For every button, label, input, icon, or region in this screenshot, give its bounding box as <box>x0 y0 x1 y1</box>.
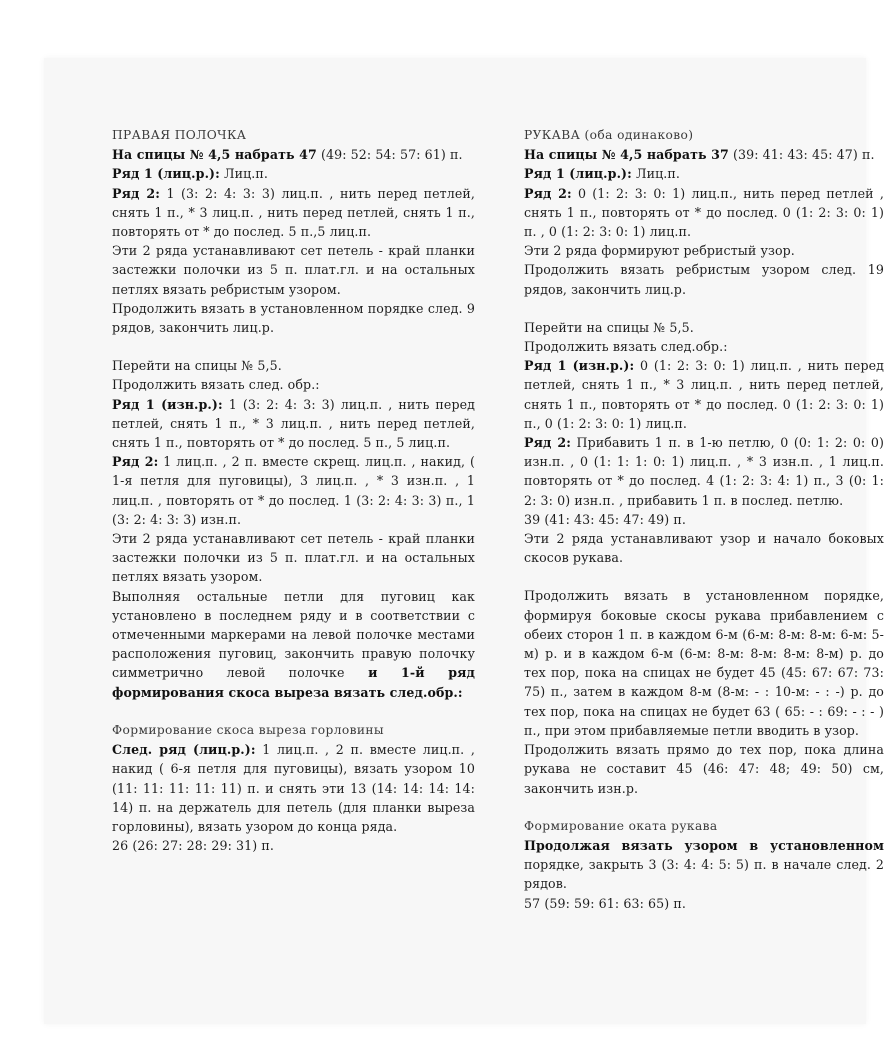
continue-paragraph: Продолжить вязать в установленном порядке след. 9 рядов, закончить лиц.р. <box>112 300 475 336</box>
stitch-count-right: 57 (59: 59: 61: 63: 65) п. <box>524 895 686 911</box>
row1-text: Лиц.п. <box>631 166 680 182</box>
document-page <box>44 58 885 1024</box>
rib-paragraph: Эти 2 ряда формируют ребристый узор. <box>524 243 795 259</box>
r1-label: Ряд 1 (изн.р.): <box>112 396 223 412</box>
needles-title: Перейти на спицы № 5,5. <box>112 358 282 374</box>
cast-on-bold: На спицы № 4,5 набрать 47 <box>112 147 317 163</box>
continue-next: Продолжить вязать след. обр.: <box>112 377 320 393</box>
row1-paragraph <box>524 164 884 183</box>
row2-label: Ряд 2: <box>112 185 160 201</box>
row2-paragraph <box>112 184 475 242</box>
continue-next: Продолжить вязать след.обр.: <box>524 339 728 355</box>
row2-text: 0 (1: 2: 3: 0: 1) лиц.п., нить перед петлей , снять 1 п., повторять от * до послед. 0 (1: 2: 3: 0: 1) п. , 0 (1: 2: 3: 0: 1) лиц.п. <box>524 185 884 240</box>
r1-paragraph <box>524 356 884 433</box>
buttons-paragraph <box>112 587 475 702</box>
next-row-paragraph <box>112 740 475 836</box>
section-title-right-front: ПРАВАЯ ПОЛОЧКА <box>112 128 247 142</box>
shaping-paragraph: Эти 2 ряда устанавливают узор и начало боковых скосов рукава. <box>524 531 884 566</box>
cast-on-paragraph <box>524 145 884 164</box>
buttons-text: Выполняя остальные петли для пуговиц как установлено в последнем ряду и в соответствии с отмеченными маркерами на левой полочке местами расположения пуговиц, закончить правую полочку симметрично левой полочке <box>112 588 475 681</box>
cast-on-rest: (49: 52: 54: 57: 61) п. <box>316 147 463 163</box>
stitch-count-left: 26 (26: 27: 28: 29: 31) п. <box>112 838 274 854</box>
cap-paragraph <box>524 836 884 894</box>
cast-on-rest: (39: 41: 43: 45: 47) п. <box>728 147 875 163</box>
next-row-label: След. ряд (лиц.р.): <box>112 742 256 758</box>
r1-label: Ряд 1 (изн.р.): <box>524 358 635 374</box>
cap-bold: Продолжая вязать узором в установленном <box>524 837 884 853</box>
row2-text: 1 (3: 2: 4: 3: 3) лиц.п. , нить перед петлей, снять 1 п., * 3 лиц.п. , нить перед петлей, снять 1 п., повторять от * до послед. 5 п.,5 лиц.п. <box>112 185 475 240</box>
r1-text: 0 (1: 2: 3: 0: 1) лиц.п. , нить перед петлей, снять 1 п., * 3 лиц.п. , нить перед петлей, снять 1 п., повторять от * до послед. 0 (1: 2: 3: 0: 1) п., 0 (1: 2: 3: 0: 1) лиц.п. <box>524 358 885 431</box>
section-title-neck: Формирование скоса выреза горловины <box>112 722 384 737</box>
right-column <box>524 126 884 913</box>
next-row-text: 1 лиц.п. , 2 п. вместе лиц.п. , накид ( 6-я петля для пуговицы), вязать узором 10 (11: 11: 11: 11: 11) п. и снять эти 13 (14: 14: 14: 14: 14) п. на держатель для петель (для планки выреза горловины), вязать узором до конца ряда. <box>112 742 475 834</box>
r1-paragraph <box>112 395 475 453</box>
row1-label: Ряд 1 (лиц.р.): <box>524 166 632 182</box>
row2-paragraph <box>524 184 884 242</box>
r2-paragraph <box>524 433 884 510</box>
increase-paragraph: Продолжить вязать в установленном порядке, формируя боковые скосы рукава прибавлением с обеих сторон 1 п. в каждом 6-м (6-м: 8-м: 8-м: 6-м: 5-м) р. и в каждом 6-м (6-м: 8-м: 8-м: 8-м: 8-м) р. до тех пор, пока на спицах не будет 45 (45: 67: 67: 73: 75) п., затем в каждом 8-м (8-м: - : 10-м: - : -) р. до тех пор, пока на спицах не будет 63 ( 65: - : 69: - : - ) п., при этом прибавляемые петли вводить в узор. <box>524 588 884 738</box>
r2-text: 1 лиц.п. , 2 п. вместе скрещ. лиц.п. , накид, ( 1-я петля для пуговицы), 3 лиц.п. , * 3 изн.п. , 1 лиц.п. , повторять от * до послед. 1 (3: 2: 4: 3: 3) п., 1 (3: 2: 4: 3: 3) изн.п. <box>112 454 475 527</box>
row2-label: Ряд 2: <box>524 185 572 201</box>
section-title-cap: Формирование оката рукава <box>524 818 718 833</box>
r2-text: Прибавить 1 п. в 1-ю петлю, 0 (0: 1: 2: 0: 0) изн.п. , 0 (1: 1: 1: 0: 1) лиц.п. , * 3 изн.п. , 1 лиц.п. повторять от * до послед. 4 (1: 2: 3: 4: 1) п., 3 (0: 1: 2: 3: 0) изн.п. , прибавить 1 п. в послед. петлю. <box>524 435 884 508</box>
cap-text: порядке, закрыть 3 (3: 4: 4: 5: 5) п. в начале след. 2 рядов. <box>524 857 884 892</box>
row1-text: Лиц.п. <box>219 166 268 182</box>
buttons-bold: и 1-й ряд формирования скоса выреза вязать след.обр.: <box>112 665 476 700</box>
length-paragraph: Продолжить вязать прямо до тех пор, пока длина рукава не составит 45 (46: 47: 48; 49: 50) см, закончить изн.р. <box>524 742 884 796</box>
continue-paragraph: Продолжить вязать ребристым узором след. 19 рядов, закончить лиц.р. <box>524 262 884 297</box>
r2-label: Ряд 2: <box>112 454 159 470</box>
section-title-sleeves: РУКАВА (оба одинаково) <box>524 128 694 142</box>
left-column <box>112 126 475 855</box>
row1-label: Ряд 1 (лиц.р.): <box>112 166 220 182</box>
r1-text: 1 (3: 2: 4: 3: 3) лиц.п. , нить перед петлей, снять 1 п., * 3 лиц.п. , нить перед петлей, снять 1 п., повторять от * до послед. 5 п., 5 лиц.п. <box>112 396 476 451</box>
row1-paragraph <box>112 164 475 183</box>
stitch-count-39: 39 (41: 43: 45: 47: 49) п. <box>524 511 686 527</box>
r2-paragraph <box>112 452 475 529</box>
set2-paragraph: Эти 2 ряда устанавливают сет петель - край планки застежки полочки из 5 п. плат.гл. и на остальных петлях вязать узором. <box>112 531 475 585</box>
needles-title: Перейти на спицы № 5,5. <box>524 319 694 335</box>
set-paragraph: Эти 2 ряда устанавливают сет петель - край планки застежки полочки из 5 п. плат.гл. и на остальных петлях вязать ребристым узором. <box>112 243 475 297</box>
r2-label: Ряд 2: <box>524 435 571 451</box>
cast-on-paragraph <box>112 145 475 164</box>
cast-on-bold: На спицы № 4,5 набрать 37 <box>524 147 729 163</box>
